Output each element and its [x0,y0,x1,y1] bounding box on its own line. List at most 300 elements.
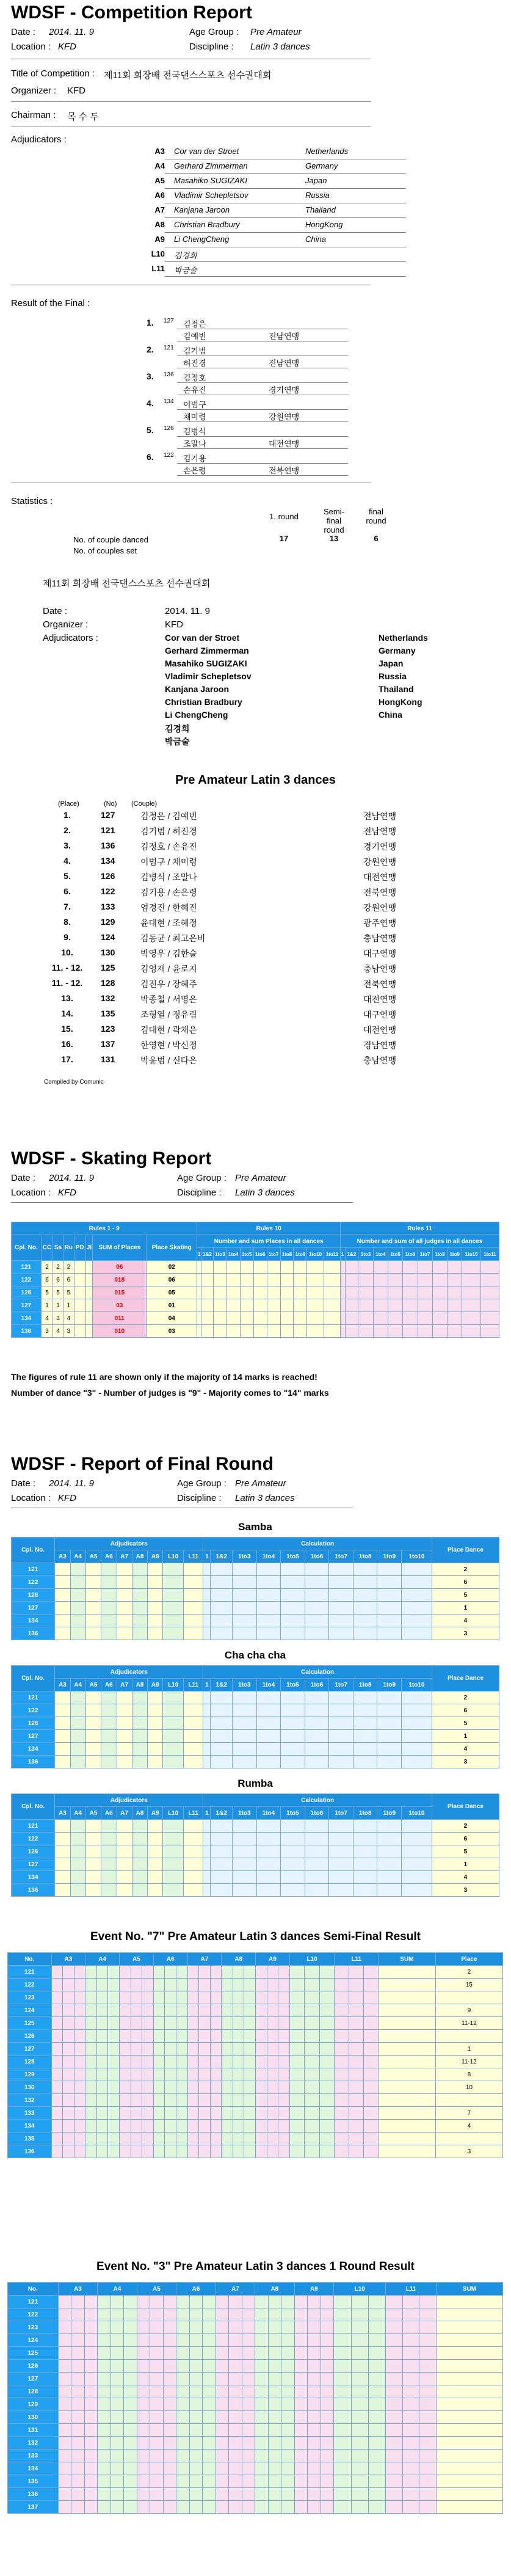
adj-mark [55,1602,70,1615]
adj-mark [101,1756,117,1768]
organizer-label: Organizer : [11,86,57,96]
calc-cell [402,1704,432,1717]
mark-cell [268,2360,281,2373]
rule10-cell [240,1299,253,1312]
mark-cell [308,2475,321,2488]
mark-cell [419,2450,437,2462]
mark-cell [402,2334,419,2347]
mark-cell [289,2017,305,2030]
table-row [8,2056,503,2068]
calc-cell [353,1576,377,1589]
mark-cell [150,2437,163,2450]
calc-col: 1to5 [240,1248,253,1261]
mark-cell [244,2017,256,2030]
mark-cell [351,2437,368,2450]
calc-cell [329,1691,353,1704]
sum-cell [437,2424,503,2437]
row-region: 강원연맹 [363,903,397,913]
calc-col: 1&2 [345,1248,358,1261]
adj-mark [148,1820,163,1833]
adj-col: A7 [216,2283,255,2296]
rule11-cell [340,1286,345,1299]
skating-note-1: The figures of rule 11 are shown only if the majority of 14 marks is reached! [11,1372,317,1382]
adj-mark [148,1704,163,1717]
mark-cell [165,1991,176,2004]
skating-note-2: Number of dance "3" - Number of judges is "9" - Majority comes to "14" marks [11,1388,329,1398]
place-cell [435,2133,502,2145]
mark-cell [108,2081,120,2094]
mark-cell [98,2308,111,2321]
calc-cell [256,1756,281,1768]
calc-cell [233,1704,257,1717]
calc-cell [353,1691,377,1704]
mark-cell [176,2043,187,2056]
hdr-ji: JI [85,1235,93,1261]
mark-cell [308,2296,321,2308]
mark-cell [142,1966,154,1979]
mark-cell [187,2107,199,2120]
rule10-cell [267,1286,280,1299]
adj-mark [70,1589,85,1602]
date-label: Date : [11,27,36,37]
calc-cell [281,1884,305,1897]
sum-cell [378,2043,435,2056]
mark-cell [187,1966,199,1979]
mark-cell [203,2385,216,2398]
adj-code-col: A5 [85,1679,101,1691]
mark-cell [108,2145,120,2158]
adj-mark [101,1615,117,1627]
rule11-cell [373,1325,388,1338]
mark-cell [108,2017,120,2030]
mark-cell [267,1979,278,1991]
mark-cell [308,2450,321,2462]
mark-cell [229,2462,242,2475]
mark-cell [96,2043,108,2056]
adj-mark [117,1820,132,1833]
rule11-cell [340,1325,345,1338]
mark-cell [216,2450,228,2462]
rule10-cell [197,1286,201,1299]
mark-cell [165,2004,176,2017]
mark-cell [222,2030,233,2043]
adj-name: 김경희 [174,251,197,260]
calc-cell [256,1833,281,1845]
mark-cell [98,2296,111,2308]
calc-cell [211,1615,233,1627]
adj-mark [183,1717,203,1730]
mark-cell [153,2094,165,2107]
mark-cell [137,2360,150,2373]
rule11-cell [462,1286,480,1299]
mark-cell [71,2462,84,2475]
mark-cell [51,2043,63,2056]
mark-cell [74,2004,85,2017]
adj-country: Thailand [305,205,336,214]
mark-cell [289,2120,305,2133]
cpl-no: 121 [12,1820,55,1833]
mark-cell [120,2094,131,2107]
mark-cell [189,2437,202,2450]
place-dance: 6 [432,1704,499,1717]
calc-cell [305,1871,329,1884]
hdr-cpl: Cpl. No. [12,1235,42,1261]
mark-cell [244,1966,256,1979]
table-row [12,1589,499,1602]
stats-col-2: Semi-final round [324,507,344,535]
row-place: 4. [63,856,71,866]
mark-cell [294,2321,307,2334]
cpl-no: 130 [8,2411,59,2424]
mark-cell [108,2004,120,2017]
adj-mark [132,1576,147,1589]
place-dance: 3 [432,1756,499,1768]
rule10-cell [213,1325,227,1338]
adj-mark [101,1871,117,1884]
rule11-cell [340,1261,345,1274]
calc-cell [256,1691,281,1704]
adj-country: Japan [305,176,327,185]
calc-cell [377,1845,402,1858]
mark-cell [386,2437,403,2450]
final-female: 김예빈 [183,332,206,341]
rule10-cell [324,1312,340,1325]
mark-cell [294,2347,307,2360]
adj-mark [70,1615,85,1627]
mark-cell [334,2334,351,2347]
adj-mark [132,1820,147,1833]
col-couple: (Couple) [131,800,158,808]
mark-cell [58,2398,71,2411]
mark-cell [308,2424,321,2437]
mark-cell [419,2296,437,2308]
adj-mark [163,1691,183,1704]
place-cell: 9 [435,2004,502,2017]
age-value: Pre Amateur [250,27,302,37]
mark-cell [305,2017,320,2030]
calc-cell [353,1602,377,1615]
mark-cell [120,2004,131,2017]
sum-cell [437,2462,503,2475]
calc-cell [377,1858,402,1871]
cpl-no: 136 [12,1627,55,1640]
calc-col: 1to4 [256,1807,281,1820]
adj-mark [132,1704,147,1717]
mark-cell [131,2030,142,2043]
rule10-cell [280,1299,294,1312]
row-place: 1. [63,810,71,820]
mark-cell [419,2334,437,2347]
mark-cell [203,2475,216,2488]
mark-cell [321,2321,334,2334]
mark-cell [364,2120,379,2133]
mark-cell [419,2321,437,2334]
mark-cell [131,2120,142,2133]
calc-col: 1to9 [448,1248,462,1261]
mark-cell [419,2475,437,2488]
table-row [8,2094,503,2107]
calc-cell [211,1602,233,1615]
cpl-no: 126 [12,1717,55,1730]
calc-cell [329,1858,353,1871]
mark-cell [351,2334,368,2347]
mark-cell [281,2360,295,2373]
rule11-cell [480,1299,499,1312]
mark-cell [74,2068,85,2081]
calc-cell [305,1858,329,1871]
calc-col: 1to4 [373,1248,388,1261]
mark-cell [150,2347,163,2360]
row-place: 14. [61,1009,73,1018]
mark-cell [364,2056,379,2068]
mark-cell [222,2120,233,2133]
rule11-cell [373,1274,388,1286]
cpl-no: 122 [12,1274,42,1286]
empty-cell [85,1299,93,1312]
sum-cell [378,1966,435,1979]
mark-cell [334,2488,351,2501]
mark-cell [364,2145,379,2158]
adj2-name: 박금술 [165,737,190,746]
adj-mark [183,1845,203,1858]
final-no: 121 [164,345,174,351]
mark-cell [294,2488,307,2501]
mark-cell [386,2321,403,2334]
adj-country: China [305,235,326,244]
mark-cell [84,2398,98,2411]
mark-cell [419,2462,437,2475]
mark-cell [210,2043,222,2056]
calc-cell [329,1743,353,1756]
adj2-name: 김경희 [165,724,190,734]
calc-cell [329,1563,353,1576]
cpl-no: 134 [12,1871,55,1884]
calc-col: 1to4 [256,1679,281,1691]
cpl-no: 126 [12,1589,55,1602]
adj-mark [85,1602,101,1615]
adj-code-col: A6 [101,1679,117,1691]
mark-cell [419,2385,437,2398]
mark-cell [289,2145,305,2158]
col-place: (Place) [58,800,79,808]
mark-cell [278,2145,290,2158]
mark-cell [51,2056,63,2068]
mark-cell [334,2424,351,2437]
mark-cell [229,2296,242,2308]
place-cell: 8 [435,2068,502,2081]
mark-cell [98,2501,111,2514]
mark-cell [150,2424,163,2437]
table-row [8,2043,503,2056]
place-cell [435,2094,502,2107]
mark-cell [203,2398,216,2411]
adj-mark [85,1845,101,1858]
table-row [8,2017,503,2030]
row-region: 대전연맹 [363,994,397,1004]
mark-cell [419,2411,437,2424]
adj-mark [163,1743,183,1756]
mark-cell [278,2043,290,2056]
mark-cell [210,1991,222,2004]
adj-mark [132,1615,147,1627]
dance-place [74,1299,85,1312]
mark-cell [210,2133,222,2145]
mark-cell [153,2030,165,2043]
skating-age-label: Age Group : [177,1173,227,1183]
mark-cell [267,2068,278,2081]
mark-cell [63,2081,74,2094]
table-row [12,1615,499,1627]
adj-mark [148,1615,163,1627]
rule10-cell [197,1312,201,1325]
mark-cell [386,2501,403,2514]
adj-code: A6 [154,191,165,200]
final-male: 김정은 [183,319,206,329]
mark-cell [203,2450,216,2462]
table-row [8,2501,503,2514]
rule10-cell [240,1325,253,1338]
rule10-cell [227,1274,240,1286]
adj-name: Kanjana Jaroon [174,205,230,214]
mark-cell [85,1991,97,2004]
mark-cell [305,2107,320,2120]
mark-cell [137,2424,150,2437]
mark-cell [349,2120,364,2133]
mark-cell [189,2424,202,2437]
adjudicators-label: Adjudicators : [11,134,67,145]
mark-cell [255,2308,268,2321]
mark-cell [334,2462,351,2475]
cpl-no: 135 [8,2475,59,2488]
final-male: 김기용 [183,454,206,463]
mark-cell [176,2296,189,2308]
mark-cell [386,2424,403,2437]
mark-cell [96,2133,108,2145]
dance-place: 4 [63,1312,74,1325]
mark-cell [84,2424,98,2437]
mark-cell [163,2411,176,2424]
mark-cell [349,2004,364,2017]
mark-cell [203,2411,216,2424]
adj-mark [148,1884,163,1897]
mark-cell [242,2475,255,2488]
mark-cell [319,2120,335,2133]
mark-cell [84,2450,98,2462]
calc-col: 1to10 [402,1679,432,1691]
mark-cell [96,2017,108,2030]
mark-cell [165,1966,176,1979]
mark-cell [289,1991,305,2004]
rule11-cell [462,1261,480,1274]
calc-cell [203,1884,211,1897]
calc-cell [353,1563,377,1576]
mark-cell [131,2145,142,2158]
row-place: 7. [63,902,71,911]
mark-cell [153,2133,165,2145]
mark-cell [256,1979,267,1991]
adj-mark [163,1576,183,1589]
mark-cell [267,2017,278,2030]
skating-discipline: Latin 3 dances [235,1188,295,1198]
adj-mark [132,1717,147,1730]
mark-cell [308,2501,321,2514]
sum-cell [378,2133,435,2145]
mark-cell [58,2347,71,2360]
place-dance: 6 [432,1576,499,1589]
mark-cell [419,2398,437,2411]
calc-cell [377,1589,402,1602]
mark-cell [321,2308,334,2321]
mark-cell [402,2385,419,2398]
place-skating: 02 [147,1261,197,1274]
mark-cell [163,2321,176,2334]
sum-cell [437,2373,503,2385]
mark-cell [349,2068,364,2081]
calc-col: 1&2 [211,1679,233,1691]
mark-cell [71,2347,84,2360]
mark-cell [187,2133,199,2145]
adj-code: A9 [154,235,165,244]
mark-cell [163,2385,176,2398]
mark-cell [244,2043,256,2056]
mark-cell [189,2501,202,2514]
mark-cell [74,2030,85,2043]
mark-cell [335,2107,349,2120]
mark-cell [364,2081,379,2094]
rule10-cell [324,1299,340,1312]
mark-cell [268,2475,281,2488]
rule10-cell [253,1299,267,1312]
mark-cell [153,1991,165,2004]
mark-cell [131,2043,142,2056]
sum-cell [437,2308,503,2321]
calc-cell [305,1730,329,1743]
calc-col: 1to9 [377,1679,402,1691]
adj-col: L11 [335,1953,379,1966]
adj-code-col: A5 [85,1550,101,1563]
rule10-cell [201,1286,214,1299]
calc-cell [233,1602,257,1615]
adj-code-col: A8 [132,1807,147,1820]
mark-cell [51,2030,63,2043]
mark-cell [305,1979,320,1991]
mark-cell [308,2488,321,2501]
mark-cell [255,2321,268,2334]
table-row [12,1602,499,1615]
row-no: 135 [101,1009,115,1018]
mark-cell [419,2437,437,2450]
calc-cell [281,1576,305,1589]
rule10-cell [201,1261,214,1274]
calc-cell [353,1871,377,1884]
mark-cell [150,2501,163,2514]
calc-col: 1to4 [256,1550,281,1563]
rule10-cell [307,1325,324,1338]
mark-cell [85,1979,97,1991]
mark-cell [63,2043,74,2056]
calc-cell [377,1820,402,1833]
adj-mark [183,1833,203,1845]
location-value: KFD [58,42,76,52]
hdr-sum: SUM of Places [93,1235,147,1261]
final-region: 전북연맹 [269,466,300,475]
empty-cell [85,1325,93,1338]
rule10-cell [280,1261,294,1274]
adj-name: Masahiko SUGIZAKI [174,176,247,185]
calc-cell [281,1627,305,1640]
fr-discipline-label: Discipline : [177,1493,222,1503]
rule10-cell [213,1261,227,1274]
